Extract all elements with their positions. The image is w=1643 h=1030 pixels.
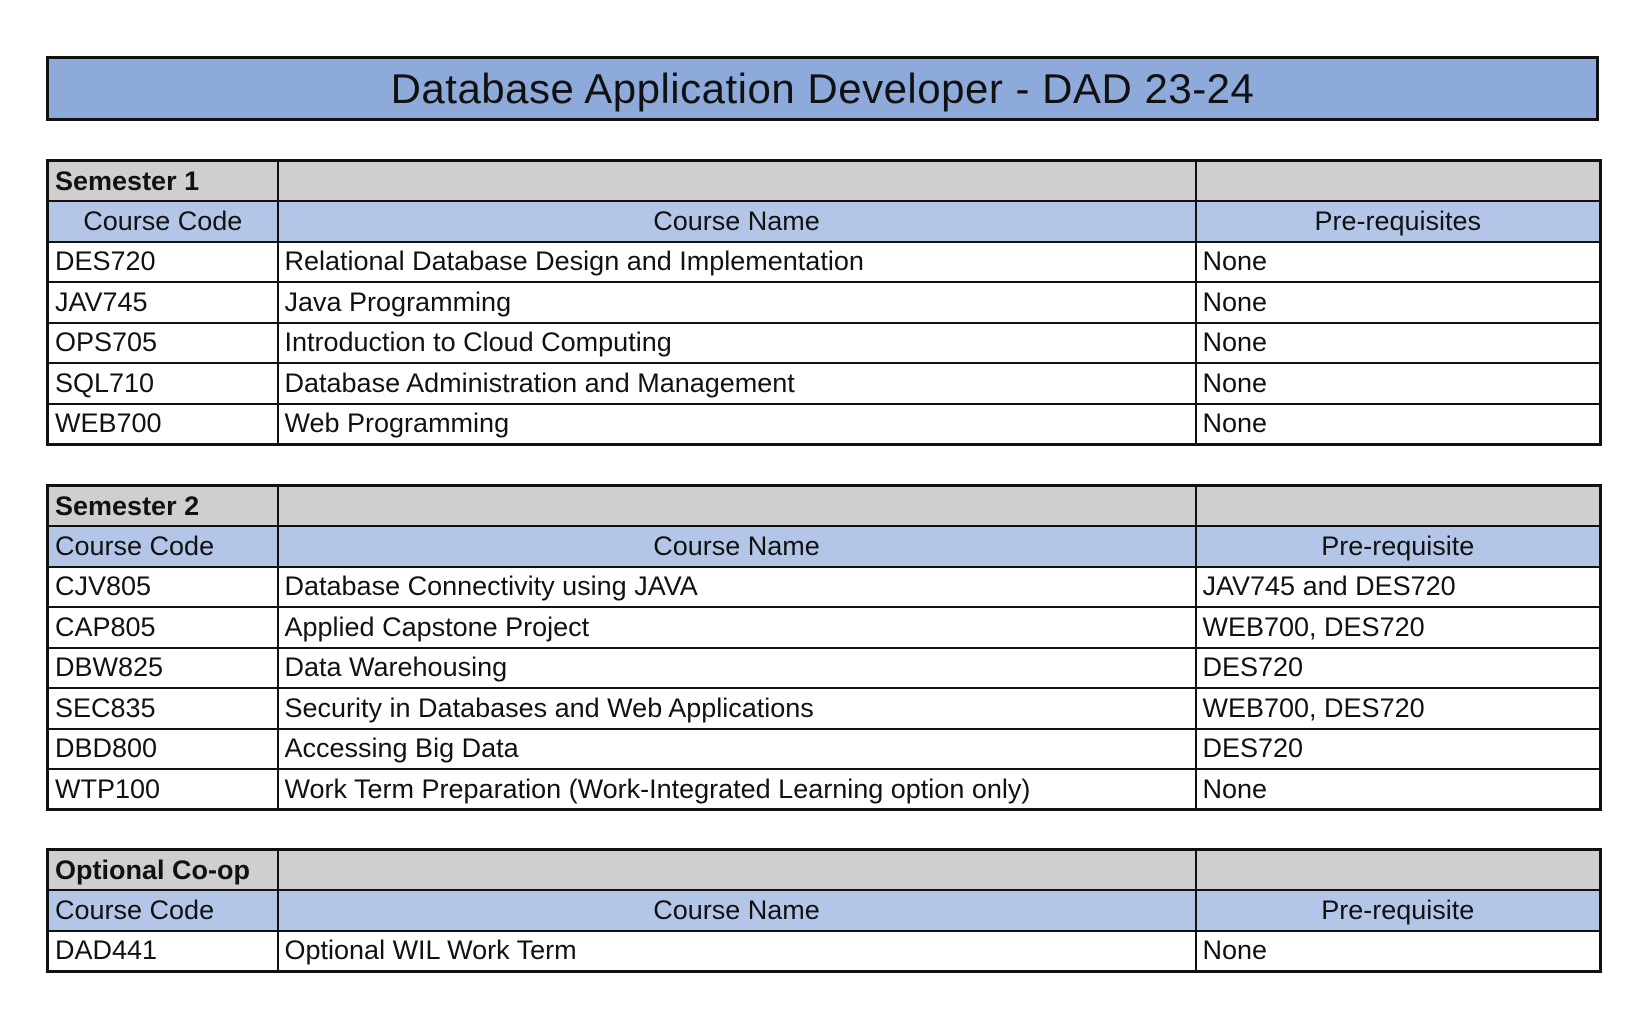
section-row: [48, 486, 1601, 527]
section-blank-cell: [278, 850, 1196, 891]
table-row: [48, 729, 1601, 770]
course-code-cell: OPS705: [48, 323, 278, 364]
prerequisite-cell: None: [1196, 363, 1601, 404]
course-code-cell: SEC835: [48, 688, 278, 729]
prerequisite-cell: None: [1196, 931, 1601, 972]
header-course-name: Course Name: [278, 890, 1196, 931]
header-prerequisites: Pre-requisite: [1196, 890, 1601, 931]
optional-coop-table: [46, 848, 1602, 973]
header-course-name: Course Name: [278, 201, 1196, 242]
table-row: [48, 363, 1601, 404]
semester-2-table: [46, 484, 1602, 811]
section-blank-cell: [278, 161, 1196, 202]
course-name-cell: Database Connectivity using JAVA: [278, 567, 1196, 608]
header-row: [48, 201, 1601, 242]
course-code-cell: JAV745: [48, 282, 278, 323]
section-label: Semester 1: [48, 161, 278, 202]
course-code-cell: DAD441: [48, 931, 278, 972]
prerequisite-cell: None: [1196, 323, 1601, 364]
table-row: [48, 688, 1601, 729]
table-row: [48, 323, 1601, 364]
prerequisite-cell: None: [1196, 242, 1601, 283]
section-label: Optional Co-op: [48, 850, 278, 891]
table-row: [48, 282, 1601, 323]
section-blank-cell: [1196, 486, 1601, 527]
header-row: [48, 526, 1601, 567]
prerequisite-cell: DES720: [1196, 729, 1601, 770]
section-blank-cell: [1196, 161, 1601, 202]
section-row: [48, 850, 1601, 891]
table-row: [48, 607, 1601, 648]
course-name-cell: Database Administration and Management: [278, 363, 1196, 404]
header-course-name: Course Name: [278, 526, 1196, 567]
prerequisite-cell: None: [1196, 282, 1601, 323]
course-code-cell: CAP805: [48, 607, 278, 648]
semester-1-table: [46, 159, 1602, 446]
course-name-cell: Optional WIL Work Term: [278, 931, 1196, 972]
section-blank-cell: [1196, 850, 1601, 891]
prerequisite-cell: None: [1196, 404, 1601, 445]
course-name-cell: Relational Database Design and Implementation: [278, 242, 1196, 283]
table-row: [48, 648, 1601, 689]
prerequisite-cell: JAV745 and DES720: [1196, 567, 1601, 608]
prerequisite-cell: DES720: [1196, 648, 1601, 689]
course-code-cell: DBD800: [48, 729, 278, 770]
header-course-code: Course Code: [48, 890, 278, 931]
header-prerequisites: Pre-requisite: [1196, 526, 1601, 567]
course-name-cell: Java Programming: [278, 282, 1196, 323]
course-code-cell: WEB700: [48, 404, 278, 445]
header-course-code: Course Code: [48, 201, 278, 242]
table-row: [48, 242, 1601, 283]
course-name-cell: Data Warehousing: [278, 648, 1196, 689]
prerequisite-cell: WEB700, DES720: [1196, 607, 1601, 648]
course-name-cell: Security in Databases and Web Applications: [278, 688, 1196, 729]
course-code-cell: DES720: [48, 242, 278, 283]
table-row: [48, 567, 1601, 608]
prerequisite-cell: None: [1196, 769, 1601, 810]
course-name-cell: Applied Capstone Project: [278, 607, 1196, 648]
course-name-cell: Web Programming: [278, 404, 1196, 445]
section-row: [48, 161, 1601, 202]
course-name-cell: Accessing Big Data: [278, 729, 1196, 770]
course-name-cell: Introduction to Cloud Computing: [278, 323, 1196, 364]
page-title-text: Database Application Developer - DAD 23-24: [390, 64, 1255, 112]
course-code-cell: SQL710: [48, 363, 278, 404]
section-label: Semester 2: [48, 486, 278, 527]
table-row: [48, 931, 1601, 972]
prerequisite-cell: WEB700, DES720: [1196, 688, 1601, 729]
page-title: [46, 56, 1599, 121]
course-code-cell: WTP100: [48, 769, 278, 810]
table-row: [48, 404, 1601, 445]
header-course-code: Course Code: [48, 526, 278, 567]
header-row: [48, 890, 1601, 931]
course-code-cell: CJV805: [48, 567, 278, 608]
course-code-cell: DBW825: [48, 648, 278, 689]
header-prerequisites: Pre-requisites: [1196, 201, 1601, 242]
course-name-cell: Work Term Preparation (Work-Integrated Learning option only): [278, 769, 1196, 810]
section-blank-cell: [278, 486, 1196, 527]
table-row: [48, 769, 1601, 810]
